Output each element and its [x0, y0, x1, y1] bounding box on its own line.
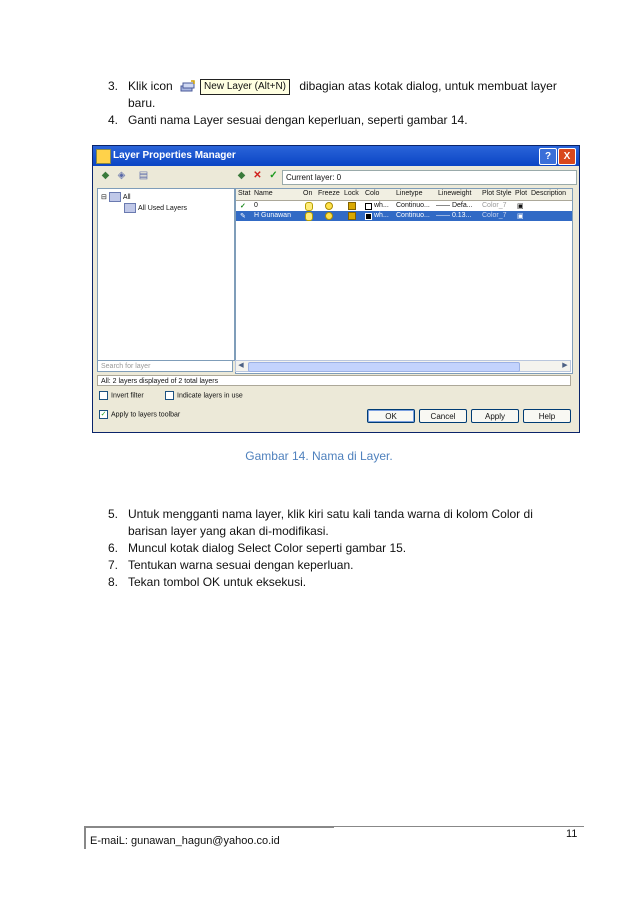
printer-icon[interactable]: ▣: [517, 203, 524, 210]
color-name[interactable]: wh...: [374, 212, 389, 219]
indicate-layers-checkbox[interactable]: Indicate layers in use: [165, 391, 243, 400]
lineweight[interactable]: —— 0.13...: [436, 212, 472, 219]
plot-style: Color_7: [482, 202, 507, 209]
list-item: [108, 506, 588, 540]
footer-divider-left: [84, 827, 86, 849]
status-bar: All: 2 layers displayed of 2 total layers: [97, 375, 571, 386]
cancel-button[interactable]: Cancel: [419, 409, 467, 423]
instruction-list-top: [108, 78, 588, 129]
plot-style: Color_7: [482, 212, 507, 219]
invert-filter-checkbox[interactable]: Invert filter: [99, 391, 144, 400]
item-text: barisan layer yang akan di-modifikasi.: [128, 524, 329, 538]
scroll-thumb[interactable]: [248, 362, 520, 372]
item-text: Klik icon: [128, 79, 173, 93]
footer-email: E-maiL: gunawan_hagun@yahoo.co.id: [90, 835, 280, 847]
list-item: [108, 78, 588, 112]
new-layer-tooltip: New Layer (Alt+N): [200, 79, 290, 95]
item-text: Tentukan warna sesuai dengan keperluan.: [128, 558, 354, 572]
close-button[interactable]: X: [558, 148, 576, 165]
list-item: [108, 574, 588, 591]
on-bulb-icon[interactable]: [305, 212, 313, 221]
item-text: Tekan tombol OK untuk eksekusi.: [128, 575, 307, 589]
col-header[interactable]: Name: [254, 190, 273, 197]
color-swatch[interactable]: [365, 203, 372, 210]
table-row[interactable]: [236, 211, 572, 221]
layer-name[interactable]: H Gunawan: [254, 212, 291, 219]
linetype[interactable]: Continuo...: [396, 212, 430, 219]
linetype[interactable]: Continuo...: [396, 202, 430, 209]
checkbox-box[interactable]: [99, 391, 108, 400]
list-item: [108, 540, 588, 557]
col-header[interactable]: Lock: [344, 190, 359, 197]
layer-properties-dialog: [92, 145, 580, 433]
col-header[interactable]: On: [303, 190, 313, 197]
col-header[interactable]: Description: [531, 190, 567, 197]
item-text: dibagian atas kotak dialog, untuk membuat layer: [299, 79, 557, 93]
tree-node-all[interactable]: ⊟ All: [101, 193, 131, 201]
col-header[interactable]: Lineweight: [438, 190, 472, 197]
footer-divider-thick: [84, 826, 334, 828]
color-swatch[interactable]: [365, 213, 372, 220]
list-item: [108, 112, 588, 129]
status-icon: ✎: [240, 213, 246, 220]
checkbox-box[interactable]: [165, 391, 174, 400]
layer-name[interactable]: 0: [254, 202, 258, 209]
apply-button[interactable]: Apply: [471, 409, 519, 423]
col-header[interactable]: Plot: [515, 190, 528, 197]
unlock-icon[interactable]: [348, 202, 356, 210]
col-header[interactable]: Stat: [238, 190, 251, 197]
help-button[interactable]: Help: [523, 409, 571, 423]
item-text: baru.: [128, 96, 156, 110]
unlock-icon[interactable]: [348, 212, 356, 220]
item-text: Ganti nama Layer sesuai dengan keperluan, seperti gambar 14.: [128, 113, 468, 127]
current-layer-field: Current layer: 0: [282, 170, 577, 185]
table-row[interactable]: [236, 201, 572, 211]
item-text: Muncul kotak dialog Select Color seperti gambar 15.: [128, 541, 407, 555]
dialog-toolbar: [97, 169, 575, 185]
printer-icon[interactable]: ▣: [517, 213, 524, 220]
list-item: [108, 557, 588, 574]
item-number: 7.: [108, 558, 119, 572]
filter-tree[interactable]: [97, 188, 235, 361]
collapse-icon[interactable]: ⊟: [101, 193, 107, 201]
figure-caption: Gambar 14. Nama di Layer.: [245, 449, 393, 463]
layers-icon: [109, 192, 121, 202]
help-title-button[interactable]: ?: [539, 148, 557, 165]
lineweight[interactable]: —— Defa...: [436, 202, 473, 209]
state-manager-icon[interactable]: ▤: [138, 170, 149, 181]
delete-layer-icon[interactable]: ✕: [253, 170, 262, 181]
set-current-icon[interactable]: ✓: [269, 170, 278, 181]
item-number: 3.: [108, 79, 119, 93]
item-number: 4.: [108, 113, 119, 127]
col-header[interactable]: Plot Style: [482, 190, 512, 197]
color-name[interactable]: wh...: [374, 202, 389, 209]
tree-node-used-layers[interactable]: All Used Layers: [124, 203, 187, 213]
app-icon: [96, 149, 111, 164]
col-header[interactable]: Linetype: [396, 190, 423, 197]
thaw-sun-icon[interactable]: [325, 202, 333, 210]
scroll-right-icon[interactable]: ▶: [562, 362, 568, 369]
thaw-sun-icon[interactable]: [325, 212, 333, 220]
grid-header: [236, 189, 572, 201]
col-header[interactable]: Freeze: [318, 190, 340, 197]
page-number: 11: [566, 828, 578, 840]
search-layer-input[interactable]: Search for layer: [97, 360, 233, 372]
on-bulb-icon[interactable]: [305, 202, 313, 211]
check-icon[interactable]: ✓: [100, 411, 107, 418]
dialog-titlebar: [93, 146, 579, 166]
layer-grid: [235, 188, 573, 374]
dialog-title: Layer Properties Manager: [113, 150, 236, 161]
group-filter-icon[interactable]: ◈: [117, 170, 126, 181]
new-filter-icon[interactable]: ◆: [101, 170, 110, 181]
item-number: 8.: [108, 575, 119, 589]
instruction-list-bottom: [108, 506, 588, 591]
status-icon: ✓: [240, 203, 246, 210]
item-number: 5.: [108, 507, 119, 521]
item-number: 6.: [108, 541, 119, 555]
new-layer-icon[interactable]: ◆: [237, 170, 246, 181]
layers-icon: [124, 203, 136, 213]
new-layer-icon: [180, 80, 196, 94]
scroll-left-icon[interactable]: ◀: [238, 362, 244, 369]
item-text: Untuk mengganti nama layer, klik kiri satu kali tanda warna di kolom Color di: [128, 507, 533, 521]
horizontal-scrollbar[interactable]: [235, 360, 571, 372]
apply-toolbar-checkbox[interactable]: ✓ Apply to layers toolbar: [100, 411, 181, 419]
col-header[interactable]: Colo: [365, 190, 380, 197]
ok-button[interactable]: OK: [367, 409, 415, 423]
